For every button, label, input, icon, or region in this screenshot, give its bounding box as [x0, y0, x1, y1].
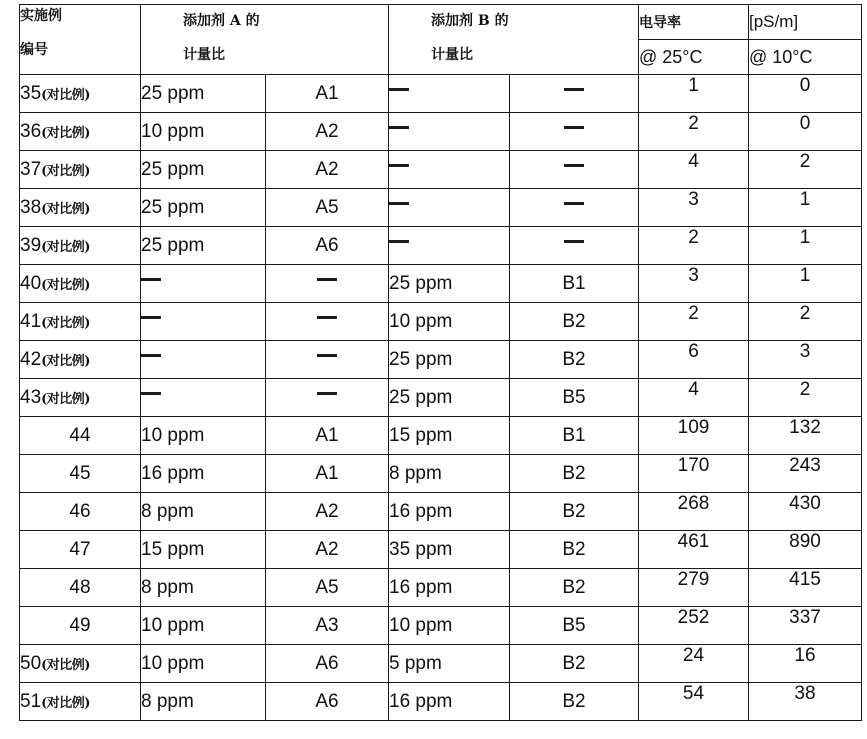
empty-dash	[141, 316, 161, 319]
example-id-cell	[20, 493, 141, 531]
additive-a-code: A2	[266, 493, 389, 531]
example-id-cell	[20, 607, 141, 645]
conductivity-25c: 4	[639, 151, 749, 189]
table-row	[20, 569, 862, 607]
additive-b-code: B2	[510, 455, 639, 493]
additive-b-amount: 10 ppm	[389, 607, 510, 645]
additive-b-amount: 16 ppm	[389, 493, 510, 531]
table-row	[20, 455, 862, 493]
empty-dash	[317, 278, 337, 281]
empty-dash	[141, 392, 161, 395]
additive-b-code	[510, 189, 639, 227]
conductivity-25c: 3	[639, 265, 749, 303]
example-number: 44	[69, 424, 91, 446]
example-number: 51	[20, 690, 42, 712]
table-row	[20, 417, 862, 455]
additive-b-code	[510, 75, 639, 113]
additive-a-amount: 25 ppm	[141, 189, 266, 227]
additive-b-code: B5	[510, 379, 639, 417]
additive-b-code	[510, 151, 639, 189]
conductivity-10c: 1	[749, 265, 862, 303]
additive-a-amount: 10 ppm	[141, 607, 266, 645]
empty-dash	[317, 354, 337, 357]
additive-b-amount	[389, 189, 510, 227]
additive-a-code: A5	[266, 569, 389, 607]
example-number: 40	[20, 272, 42, 294]
additive-b-code: B1	[510, 265, 639, 303]
additive-b-amount: 15 ppm	[389, 417, 510, 455]
example-id-cell	[20, 113, 141, 151]
additive-b-amount	[389, 75, 510, 113]
conductivity-25c: 1	[639, 75, 749, 113]
empty-dash	[564, 164, 584, 167]
additive-a-amount: 8 ppm	[141, 683, 266, 721]
additive-b-amount	[389, 151, 510, 189]
additive-a-code	[266, 265, 389, 303]
additive-a-code: A3	[266, 607, 389, 645]
additive-b-header-line2: 计量比	[431, 47, 473, 63]
additive-b-code: B1	[510, 417, 639, 455]
additive-a-code: A1	[266, 455, 389, 493]
additive-b-amount: 16 ppm	[389, 683, 510, 721]
empty-dash	[389, 126, 409, 129]
example-id-cell	[20, 303, 141, 341]
empty-dash	[141, 354, 161, 357]
example-number: 38	[20, 196, 42, 218]
example-number-header	[20, 5, 141, 75]
comparative-suffix: (对比例)	[41, 201, 90, 217]
conductivity-10c: 430	[749, 493, 862, 531]
empty-dash	[389, 240, 409, 243]
additive-a-code: A2	[266, 531, 389, 569]
example-id-cell	[20, 189, 141, 227]
additive-a-code: A5	[266, 189, 389, 227]
additive-a-code	[266, 341, 389, 379]
example-number: 36	[20, 120, 42, 142]
additive-b-amount	[389, 113, 510, 151]
empty-dash	[564, 202, 584, 205]
comparative-suffix: (对比例)	[41, 391, 90, 407]
table-row	[20, 531, 862, 569]
comparative-suffix: (对比例)	[41, 87, 90, 103]
conductivity-10c: 2	[749, 379, 862, 417]
conductivity-10c: 1	[749, 189, 862, 227]
conductivity-10c: 415	[749, 569, 862, 607]
empty-dash	[564, 88, 584, 91]
conductivity-25c: 461	[639, 531, 749, 569]
additive-a-amount: 10 ppm	[141, 645, 266, 683]
additive-b-code	[510, 227, 639, 265]
table-row	[20, 303, 862, 341]
empty-dash	[389, 88, 409, 91]
additive-a-amount: 8 ppm	[141, 493, 266, 531]
conductivity-25c: 170	[639, 455, 749, 493]
header-row-1	[20, 5, 862, 40]
example-number: 42	[20, 348, 42, 370]
example-id-cell	[20, 265, 141, 303]
table-row	[20, 379, 862, 417]
conductivity-10c: 890	[749, 531, 862, 569]
temp-10-header: @ 10°C	[749, 40, 862, 75]
additive-a-header-line1: 添加剂 A 的	[183, 13, 260, 29]
conductivity-10c: 132	[749, 417, 862, 455]
table-row	[20, 493, 862, 531]
example-number: 35	[20, 82, 42, 104]
example-number: 49	[69, 614, 91, 636]
additive-a-header	[141, 5, 389, 75]
example-number: 47	[69, 538, 91, 560]
additive-a-amount	[141, 379, 266, 417]
additive-a-amount	[141, 341, 266, 379]
conductivity-10c: 0	[749, 113, 862, 151]
additive-a-code: A6	[266, 227, 389, 265]
additive-b-amount	[389, 227, 510, 265]
conductivity-10c: 1	[749, 227, 862, 265]
additive-a-amount	[141, 303, 266, 341]
additive-a-amount: 16 ppm	[141, 455, 266, 493]
additive-a-code: A6	[266, 645, 389, 683]
table-row	[20, 265, 862, 303]
example-id-cell	[20, 417, 141, 455]
comparative-suffix: (对比例)	[41, 277, 90, 293]
table-row	[20, 683, 862, 721]
additive-a-code: A6	[266, 683, 389, 721]
conductivity-10c: 16	[749, 645, 862, 683]
temp-25-header: @ 25°C	[639, 40, 749, 75]
example-number-header-line2: 编号	[20, 42, 48, 58]
additive-a-code: A1	[266, 75, 389, 113]
additive-b-code: B2	[510, 569, 639, 607]
conductivity-10c: 3	[749, 341, 862, 379]
empty-dash	[317, 392, 337, 395]
example-number-header-line1: 实施例	[20, 8, 62, 24]
table-row	[20, 151, 862, 189]
comparative-suffix: (对比例)	[41, 353, 90, 369]
example-id-cell	[20, 645, 141, 683]
table-row	[20, 645, 862, 683]
example-number: 48	[69, 576, 91, 598]
example-number: 41	[20, 310, 42, 332]
empty-dash	[564, 240, 584, 243]
additive-b-code	[510, 113, 639, 151]
conductivity-25c: 24	[639, 645, 749, 683]
additive-a-amount: 10 ppm	[141, 113, 266, 151]
additive-b-amount: 25 ppm	[389, 379, 510, 417]
additive-b-header-line1: 添加剂 B 的	[431, 13, 509, 29]
additive-b-amount: 10 ppm	[389, 303, 510, 341]
additive-b-code: B2	[510, 341, 639, 379]
example-id-cell	[20, 683, 141, 721]
conductivity-header: 电导率	[639, 5, 749, 40]
conductivity-10c: 243	[749, 455, 862, 493]
empty-dash	[141, 278, 161, 281]
table-row	[20, 75, 862, 113]
conductivity-10c: 2	[749, 303, 862, 341]
table-row	[20, 113, 862, 151]
additive-b-code: B2	[510, 645, 639, 683]
additive-a-amount: 10 ppm	[141, 417, 266, 455]
additive-b-amount: 25 ppm	[389, 265, 510, 303]
empty-dash	[317, 316, 337, 319]
comparative-suffix: (对比例)	[41, 125, 90, 141]
additive-a-amount: 25 ppm	[141, 75, 266, 113]
example-id-cell	[20, 75, 141, 113]
table-row	[20, 227, 862, 265]
additive-a-amount	[141, 265, 266, 303]
example-id-cell	[20, 531, 141, 569]
additive-b-amount: 8 ppm	[389, 455, 510, 493]
conductivity-25c: 268	[639, 493, 749, 531]
conductivity-25c: 279	[639, 569, 749, 607]
additive-a-amount: 8 ppm	[141, 569, 266, 607]
additive-a-amount: 25 ppm	[141, 227, 266, 265]
conductivity-25c: 3	[639, 189, 749, 227]
conductivity-25c: 109	[639, 417, 749, 455]
comparative-suffix: (对比例)	[41, 239, 90, 255]
additive-b-amount: 35 ppm	[389, 531, 510, 569]
conductivity-10c: 337	[749, 607, 862, 645]
additive-b-code: B2	[510, 303, 639, 341]
example-number: 50	[20, 652, 42, 674]
empty-dash	[564, 126, 584, 129]
table-row	[20, 607, 862, 645]
table-row	[20, 341, 862, 379]
additive-b-amount: 16 ppm	[389, 569, 510, 607]
empty-dash	[389, 202, 409, 205]
example-number: 45	[69, 462, 91, 484]
example-number: 39	[20, 234, 42, 256]
additive-a-code: A2	[266, 113, 389, 151]
example-id-cell	[20, 227, 141, 265]
additive-b-code: B5	[510, 607, 639, 645]
comparative-suffix: (对比例)	[41, 163, 90, 179]
additive-a-amount: 25 ppm	[141, 151, 266, 189]
conductivity-25c: 252	[639, 607, 749, 645]
conductivity-table	[19, 4, 862, 721]
example-number: 46	[69, 500, 91, 522]
conductivity-25c: 6	[639, 341, 749, 379]
comparative-suffix: (对比例)	[41, 315, 90, 331]
unit-header: [pS/m]	[749, 5, 862, 40]
additive-a-code	[266, 379, 389, 417]
conductivity-10c: 0	[749, 75, 862, 113]
additive-a-code: A1	[266, 417, 389, 455]
conductivity-10c: 38	[749, 683, 862, 721]
additive-a-code	[266, 303, 389, 341]
additive-b-header	[389, 5, 639, 75]
example-id-cell	[20, 151, 141, 189]
additive-a-code: A2	[266, 151, 389, 189]
additive-b-amount: 5 ppm	[389, 645, 510, 683]
conductivity-10c: 2	[749, 151, 862, 189]
comparative-suffix: (对比例)	[41, 657, 90, 673]
empty-dash	[389, 164, 409, 167]
additive-a-amount: 15 ppm	[141, 531, 266, 569]
example-id-cell	[20, 455, 141, 493]
conductivity-25c: 4	[639, 379, 749, 417]
example-number: 37	[20, 158, 42, 180]
table-row	[20, 189, 862, 227]
example-id-cell	[20, 341, 141, 379]
comparative-suffix: (对比例)	[41, 695, 90, 711]
conductivity-25c: 2	[639, 113, 749, 151]
additive-b-amount: 25 ppm	[389, 341, 510, 379]
conductivity-25c: 2	[639, 227, 749, 265]
additive-b-code: B2	[510, 683, 639, 721]
example-number: 43	[20, 386, 42, 408]
conductivity-25c: 2	[639, 303, 749, 341]
example-id-cell	[20, 569, 141, 607]
example-id-cell	[20, 379, 141, 417]
conductivity-25c: 54	[639, 683, 749, 721]
additive-b-code: B2	[510, 531, 639, 569]
additive-b-code: B2	[510, 493, 639, 531]
additive-a-header-line2: 计量比	[183, 47, 225, 63]
